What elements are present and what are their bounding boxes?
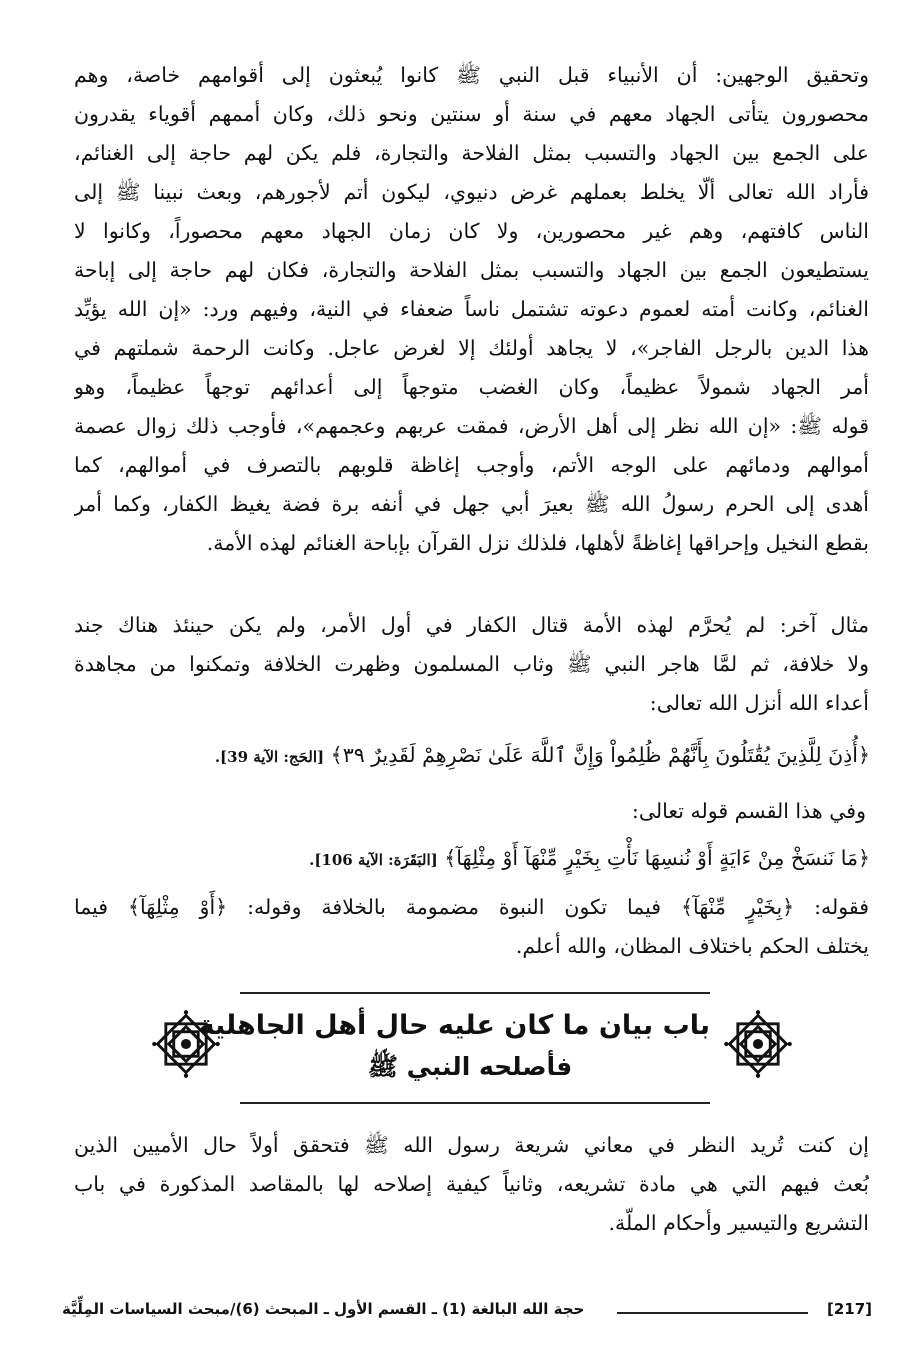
verse-intro: وفي هذا القسم قوله تعالى: xyxy=(631,799,866,823)
text-line: يختلف الحكم باختلاف المظان، والله أعلم. xyxy=(515,934,869,958)
verse-reference: [البَقَرَة: الآية 106]. xyxy=(309,851,438,869)
text-line: التشريع والتيسير وأحكام الملّة. xyxy=(608,1211,869,1235)
running-title: حجة الله البالغة (1) ـ القسم الأول ـ المبحث (6)/مبحث السياسات المِلِّيَّة xyxy=(62,1300,585,1318)
footer-rule xyxy=(617,1312,808,1314)
text-line: أمر الجهاد شمولاً عظيماً، وكان الغضب متوجهاً إلى أعدائهم توجهاً عظيماً، وهو xyxy=(74,375,869,399)
heading-line-1: باب بيان ما كان عليه حال أهل الجاهلية xyxy=(198,1010,710,1041)
paragraph-2 xyxy=(74,606,869,723)
text-line: فقوله: ﴿بِخَيْرٍ مِّنْهَآ﴾ فيما تكون النبوة مضمومة بالخلافة وقوله: ﴿أَوْ مِثْلِهَآ﴾ فيما xyxy=(74,895,869,919)
text-line: قوله ﷺ: «إن الله نظر إلى أهل الأرض، فمقت عربهم وعجمهم»، فأوجب ذلك زوال عصمة xyxy=(74,414,869,438)
text-line: أموالهم ودمائهم على الوجه الأتم، وأوجب إغاظة قلوبهم بالتصرف في أموالهم، كما xyxy=(74,453,869,477)
text-line: الناس كافتهم، وهم غير محصورين، ولا كان زمان الجهاد معهم محصوراً، وكانوا لا xyxy=(74,219,869,243)
text-line: على الجمع بين الجهاد والتسبب بمثل الفلاحة والتجارة، فلم يكن لهم حاجة إلى الغنائم، xyxy=(74,141,869,165)
text-line: وتحقيق الوجهين: أن الأنبياء قبل النبي ﷺ كانوا يُبعثون إلى أقوامهم خاصة، وهم xyxy=(74,63,869,87)
heading-bottom-rule xyxy=(240,1102,710,1104)
eight-point-star-ornament-icon xyxy=(722,1008,794,1080)
text-line: أهدى إلى الحرم رسولُ الله ﷺ بعيرَ أبي جهل في أنفه برة فضة يغيظ الكفار، وكما أمر xyxy=(74,492,869,516)
verse-text: ﴿مَا نَنسَخْ مِنْ ءَايَةٍ أَوْ نُنسِهَا نَأْتِ بِخَيْرٍ مِّنْهَآ أَوْ مِثْلِهَآ﴾ xyxy=(444,846,870,870)
text-line: إن كنت تُريد النظر في معاني شريعة رسول الله ﷺ فتحقق أولاً حال الأميين الذين xyxy=(74,1133,869,1157)
heading-line-2: فأصلحه النبي ﷺ xyxy=(367,1052,573,1081)
paragraph-1 xyxy=(74,56,869,563)
section-heading xyxy=(0,988,924,1108)
text-line: بقطع النخيل وإحراقها إغاظةً لأهلها، فلذلك نزل القرآن بإباحة الغنائم لهذه الأمة. xyxy=(206,531,869,555)
text-line: يستطيعون الجمع بين الجهاد والتسبب بمثل الفلاحة والتجارة، فكان لهم حاجة إلى إباحة xyxy=(74,258,869,282)
text-line: أعداء الله أنزل الله تعالى: xyxy=(649,691,869,715)
text-line: ولا خلافة، ثم لمَّا هاجر النبي ﷺ وثاب المسلمون وظهرت الخلافة وتمكنوا من مجاهدة xyxy=(74,652,869,676)
page-footer xyxy=(62,1300,872,1330)
heading-top-rule xyxy=(240,992,710,994)
quran-verse-2 xyxy=(150,843,870,875)
text-line: هذا الدين بالرجل الفاجر»، لا يجاهد أولئك إلا لغرض عاجل. وكانت الرحمة شملتهم في xyxy=(74,336,869,360)
eight-point-star-ornament-icon xyxy=(150,1008,222,1080)
verse-text: ﴿أُذِنَ لِلَّذِينَ يُقَٰتَلُونَ بِأَنَّهُمْ ظُلِمُواْ وَإِنَّ ٱللَّهَ عَلَىٰ نَصْرِهِمْ لَقَدِيرٌ ٣٩﴾ xyxy=(330,743,870,767)
text-line: مثال آخر: لم يُحرَّم لهذه الأمة قتال الكفار في أول الأمر، ولم يكن حينئذ هناك جند xyxy=(74,613,869,637)
verse-reference: [الحَج: الآية 39]. xyxy=(214,748,325,766)
text-line: بُعث فيهم التي هي مادة تشريعه، وثانياً كيفية إصلاحه لها بالمقاصد المذكورة في باب xyxy=(74,1172,869,1196)
page-number: [217] xyxy=(826,1300,872,1318)
quran-verse-1 xyxy=(150,740,870,772)
text-line: الغنائم، وكانت أمته لعموم دعوته تشتمل ناساً ضعفاء في النية، وفيهم ورد: «إن الله يؤيِّد xyxy=(74,297,869,321)
paragraph-4 xyxy=(74,1126,869,1243)
text-line: محصورون يتأتى الجهاد معهم في سنة أو سنتين ونحو ذلك، وكان أممهم أقوياء يقدرون xyxy=(74,102,869,126)
paragraph-3 xyxy=(74,888,869,966)
text-line: فأراد الله تعالى ألّا يخلط بعملهم غرض دنيوي، ليكون أتم لأجورهم، وبعث نبينا ﷺ إلى xyxy=(74,180,869,204)
